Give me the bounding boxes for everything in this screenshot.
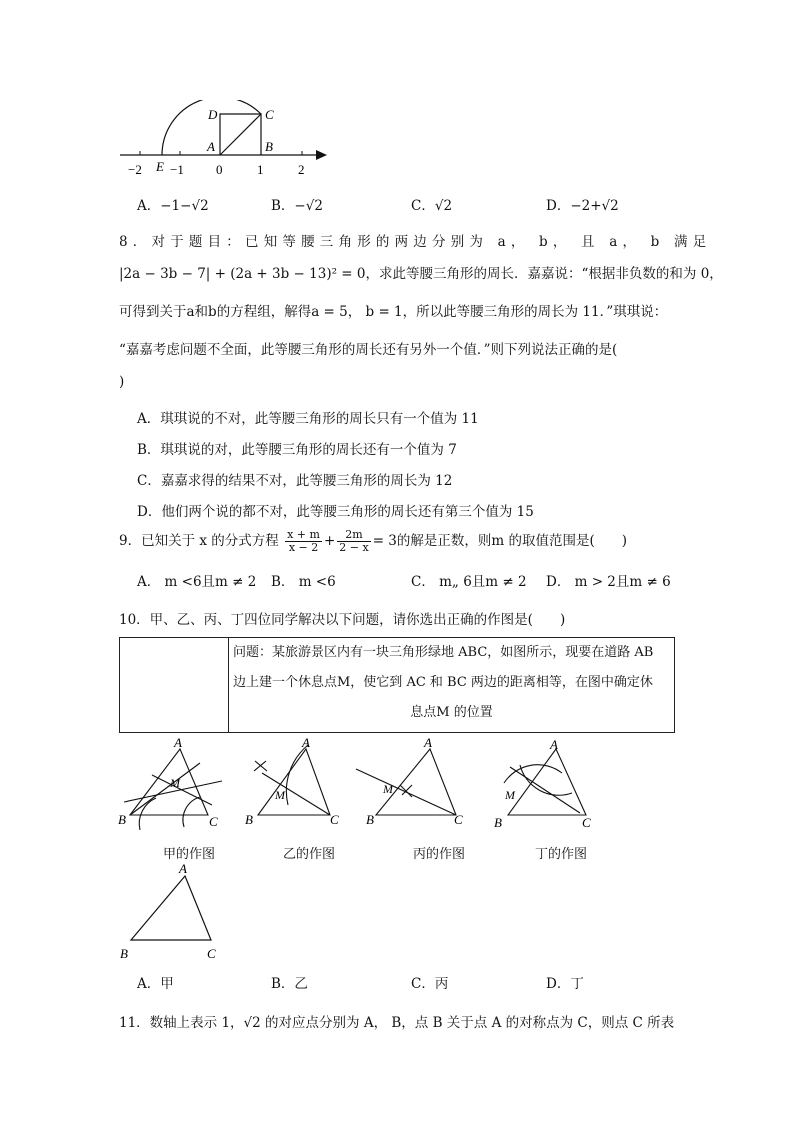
label-C: C (207, 946, 216, 961)
label-M: M (383, 782, 393, 796)
q9-fraction-2: $\frac{2m}{2 - x}$ (339, 528, 369, 554)
q7-option-a[interactable]: A．−1−√2 (137, 198, 209, 214)
figure-yi (254, 745, 330, 815)
label-D: D (208, 107, 218, 122)
label-E: E (156, 159, 164, 174)
caption-bing: 丙的作图 (413, 847, 466, 862)
q8-option-d[interactable]: D．他们两个说的都不对，此等腰三角形的周长还有第三个值为 15 (137, 504, 534, 520)
tick-label: −1 (170, 162, 184, 177)
label-M: M (275, 788, 285, 802)
triangle-abc-figure (115, 858, 225, 962)
label-A: A (550, 737, 558, 752)
label-C: C (582, 815, 591, 830)
q9-fraction-1: $\frac{x + m}{x - 2}$ (287, 528, 320, 554)
label-A: A (207, 139, 215, 154)
q11-line-1: 11．数轴上表示 1，√2 的对应点分别为 A， B，点 B 关于点 A 的对称点为 C，则点 C 所表 (119, 1015, 675, 1031)
q9-option-c[interactable]: C． m„ 6且m ≠ 2 (411, 574, 527, 590)
tick-label: 0 (216, 162, 223, 177)
label-A: A (302, 735, 310, 750)
label-B: B (366, 812, 374, 827)
label-C: C (265, 107, 274, 122)
label-B: B (265, 139, 273, 154)
label-C: C (454, 812, 463, 827)
tick-label: −2 (128, 162, 142, 177)
caption-ding: 丁的作图 (535, 847, 588, 862)
problem-line: 息点M 的位置 (410, 705, 493, 720)
label-B: B (245, 812, 253, 827)
problem-line: 问题：某旅游景区内有一块三角形绿地 ABC，如图所示，现要在道路 AB (233, 645, 654, 660)
caption-yi: 乙的作图 (283, 847, 336, 862)
q9-option-d[interactable]: D． m > 2且m ≠ 6 (546, 574, 671, 590)
label-M: M (505, 788, 515, 802)
figure-bing (356, 749, 456, 815)
q8-option-a[interactable]: A．琪琪说的不对，此等腰三角形的周长只有一个值为 11 (137, 411, 479, 427)
tick-label: 2 (298, 162, 305, 177)
label-A: A (424, 735, 432, 750)
label-A: A (179, 861, 187, 876)
problem-line: 边上建一个休息点M，使它到 AC 和 BC 两边的距离相等，在图中确定休 (233, 675, 653, 690)
label-A: A (174, 735, 182, 750)
q8-line-3: 可得到关于a和b的方程组，解得a = 5， b = 1，所以此等腰三角形的周长为 11．”琪琪说： (119, 304, 668, 320)
q10-option-a[interactable]: A．甲 (137, 976, 174, 992)
caption-jia: 甲的作图 (163, 847, 216, 862)
q8-line-4: “嘉嘉考虑问题不全面，此等腰三角形的周长还有另外一个值．”则下列说法正确的是( (119, 342, 618, 358)
label-C: C (330, 812, 339, 827)
q9-stem: 9．已知关于 x 的分式方程 $\frac{x + m}{x - 2}$ + $\frac{2m}{2 - x}$ = 3的解是正数，则m 的取值范围是( ) (119, 528, 628, 554)
q8-option-c[interactable]: C．嘉嘉求得的结果不对，此等腰三角形的周长为 12 (137, 473, 453, 489)
q9-option-b[interactable]: B． m <6 (271, 574, 336, 590)
number-line-figure (115, 100, 335, 182)
q7-option-b[interactable]: B．−√2 (271, 198, 323, 214)
q8-line-2: |2a − 3b − 7| + (2a + 3b − 13)² = 0，求此等腰三角形的周长．嘉嘉说：“根据非负数的和为 0， (119, 266, 723, 282)
q8-line-5: ) (119, 374, 125, 390)
label-B: B (118, 812, 126, 827)
label-M: M (170, 776, 180, 790)
q8-option-b[interactable]: B．琪琪说的对，此等腰三角形的周长还有一个值为 7 (137, 442, 457, 458)
label-C: C (209, 814, 218, 829)
q7-option-c[interactable]: C．√2 (411, 198, 453, 214)
q10-option-c[interactable]: C．丙 (411, 976, 449, 992)
empty-cell (120, 638, 229, 733)
q10-problem-table (119, 637, 675, 733)
construction-figures (112, 735, 612, 835)
tick-label: 1 (257, 162, 264, 177)
q10-stem: 10．甲、乙、丙、丁四位同学解决以下问题，请你选出正确的作图是( ) (119, 612, 566, 628)
figure-ding (504, 749, 586, 815)
label-B: B (494, 815, 502, 830)
q10-option-b[interactable]: B．乙 (271, 976, 308, 992)
problem-cell (229, 638, 675, 733)
q9-option-a[interactable]: A． m <6且m ≠ 2 (137, 574, 257, 590)
label-B: B (120, 946, 128, 961)
q10-option-d[interactable]: D．丁 (546, 976, 584, 992)
q7-option-d[interactable]: D．−2+√2 (546, 198, 619, 214)
q8-line-1: 8．对于题目：已知等腰三角形的两边分别为 a， b， 且 a， b 满足 (119, 234, 712, 250)
